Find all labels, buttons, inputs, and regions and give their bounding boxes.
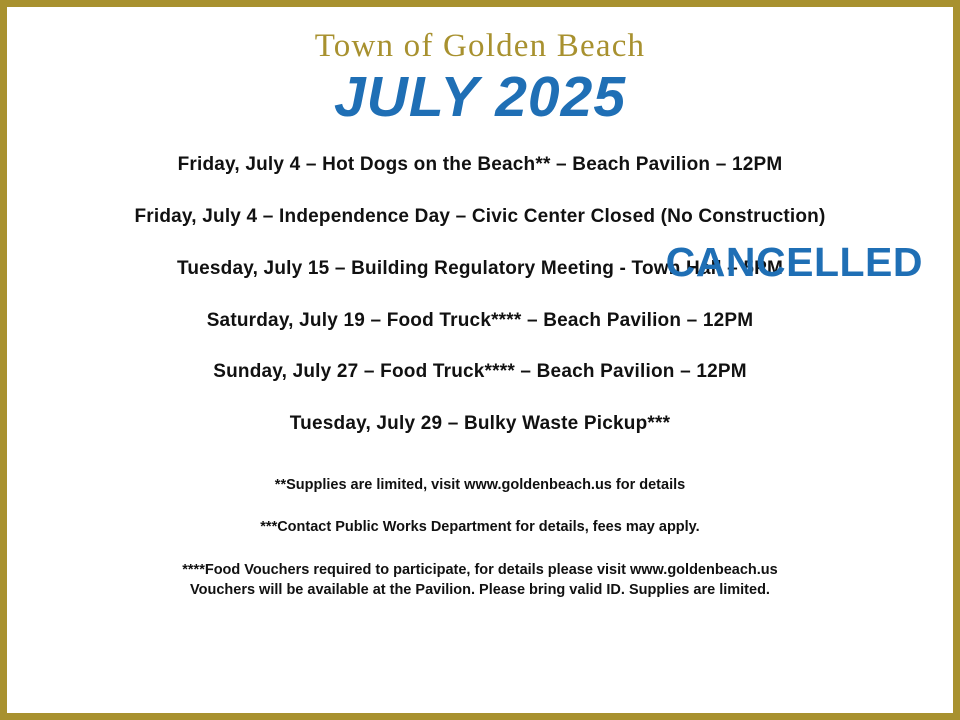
events-list [7,154,953,436]
event-item: Friday, July 4 – Independence Day – Civic Center Closed (No Construction) [134,205,826,227]
footnote-vouchers-line2: Vouchers will be available at the Pavilion. Please bring valid ID. Supplies are limited. [190,581,770,598]
footnote-supplies: **Supplies are limited, visit www.goldenbeach.us for details [274,476,686,493]
flyer-header [7,0,953,128]
event-item-cancelled [7,238,953,285]
event-item: Tuesday, July 29 – Bulky Waste Pickup*** [289,413,671,435]
footnote-vouchers-line1: ****Food Vouchers required to participate, for details please visit www.goldenbeach.us [182,562,778,579]
town-title: Town of Golden Beach [314,28,646,64]
footnotes [7,476,953,600]
event-item: Friday, July 4 – Hot Dogs on the Beach** – Beach Pavilion – 12PM [177,154,783,176]
cancelled-stamp: CANCELLED [665,238,923,285]
event-item: Saturday, July 19 – Food Truck**** – Beach Pavilion – 12PM [206,309,754,331]
footnote-public-works: ***Contact Public Works Department for details, fees may apply. [260,519,700,536]
event-item: Sunday, July 27 – Food Truck**** – Beach Pavilion – 12PM [213,361,747,383]
month-title: JULY 2025 [333,65,627,130]
footnote-vouchers [7,561,953,600]
event-item-label: Tuesday, July 15 – Building Regulatory Meeting - Town Hall – 5PM [176,257,784,279]
